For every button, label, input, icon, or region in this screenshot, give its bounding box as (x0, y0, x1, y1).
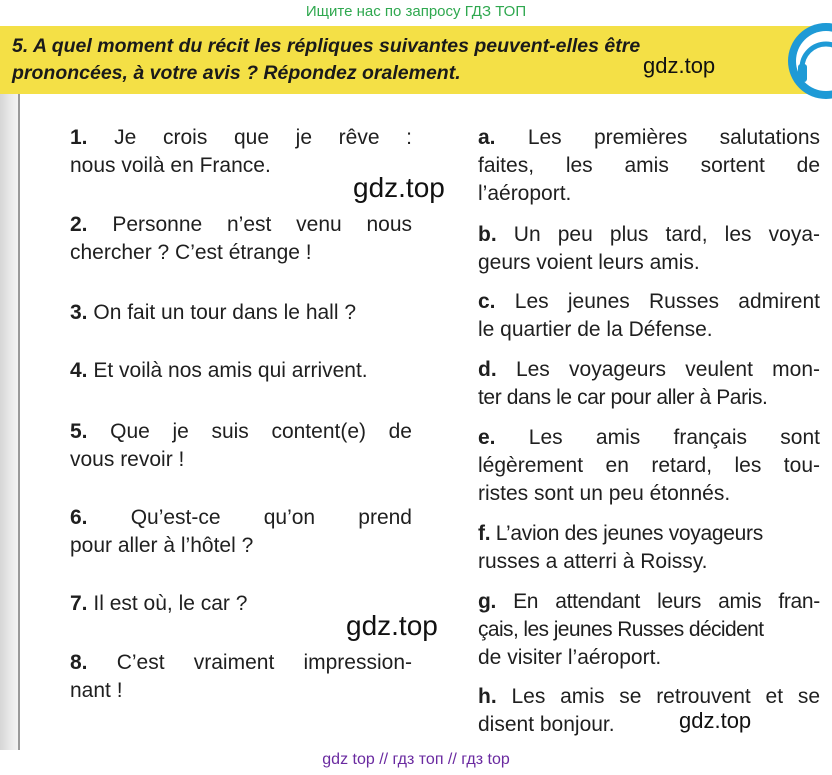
moment-letter: a. (478, 126, 496, 149)
phrase-number: 2. (70, 213, 88, 236)
phrase-number: 1. (70, 126, 88, 149)
phrase-text: Que je suis content(e) de (110, 420, 412, 443)
phrase-text: nous voilà en France. (70, 154, 271, 177)
moment-text: faites, les amis sortent de (478, 154, 820, 177)
moment-text: ter dans le car pour aller à Paris. (478, 386, 768, 409)
moment-letter: f. (478, 522, 491, 545)
moment-letter: h. (478, 685, 497, 708)
title-line-1: 5. A quel moment du récit les répliques suivantes peuvent-elles être (12, 35, 641, 57)
phrase-number: 4. (70, 359, 88, 382)
moment-h (478, 683, 820, 739)
phrase-text: Qu’est-ce qu’on prend (130, 506, 412, 529)
phrase-text: vous revoir ! (70, 448, 185, 471)
phrase-text: nant ! (70, 679, 123, 702)
watermark: gdz.top (679, 708, 752, 733)
moment-text: russes a atterri à Roissy. (478, 550, 708, 573)
moment-text: Un peu plus tard, les voya- (513, 223, 820, 246)
phrase-text: Et voilà nos amis qui arrivent. (93, 359, 368, 382)
moment-text: Les amis français sont (528, 426, 820, 449)
phrase-number: 8. (70, 651, 88, 674)
moment-letter: c. (478, 290, 496, 313)
phrase-number: 5. (70, 420, 88, 443)
moment-text: de visiter l’aéroport. (478, 646, 662, 669)
moment-text: L’avion des jeunes voyageurs (495, 522, 763, 545)
title-line-2: prononcées, à votre avis ? Répondez oralement. (12, 62, 461, 84)
page-margin-strip (0, 94, 20, 750)
moment-letter: e. (478, 426, 496, 449)
moment-text: ristes sont un peu étonnés. (478, 482, 731, 505)
phrase-number: 6. (70, 506, 88, 529)
moment-text: Les jeunes Russes admirent (514, 290, 820, 313)
moment-text: Les amis se retrouvent et se (511, 685, 821, 708)
moment-text: En attendant leurs amis fran- (513, 590, 820, 613)
phrase-text: Je crois que je rêve : (114, 126, 412, 149)
phrase-5 (70, 418, 412, 474)
watermark: gdz.top (346, 610, 438, 641)
phrase-8 (70, 649, 412, 705)
footer-links: gdz top // гдз топ // гдз top (322, 751, 510, 768)
phrase-text: chercher ? C’est étrange ! (70, 241, 312, 264)
phrase-number: 7. (70, 592, 88, 615)
moment-text: l’aéroport. (478, 182, 572, 205)
moment-letter: d. (478, 358, 497, 381)
phrase-3 (70, 299, 412, 327)
phrase-text: Il est où, le car ? (93, 592, 248, 615)
headphones-icon (784, 18, 832, 104)
moment-a (478, 124, 820, 208)
moment-text: çais, les jeunes Russes décident (478, 618, 764, 641)
moment-text: légèrement en retard, les tou- (478, 454, 820, 477)
moment-text: geurs voient leurs amis. (478, 251, 700, 274)
phrase-2 (70, 211, 412, 267)
phrase-6 (70, 504, 412, 560)
moment-text: Les premières salutations (527, 126, 820, 149)
moment-c (478, 288, 820, 344)
phrase-text: Personne n’est venu nous (112, 213, 412, 236)
moment-letter: g. (478, 590, 497, 613)
phrase-text: pour aller à l’hôtel ? (70, 534, 254, 557)
header-watermark: gdz.top (643, 53, 716, 78)
phrase-number: 3. (70, 301, 88, 324)
phrase-4 (70, 357, 412, 385)
moment-b (478, 221, 820, 277)
top-banner: Ищите нас по запросу ГДЗ ТОП (305, 3, 527, 20)
phrase-text: C’est vraiment impression- (116, 651, 412, 674)
moment-letter: b. (478, 223, 497, 246)
moment-text: Les voyageurs veulent mon- (515, 358, 821, 381)
phrase-text: On fait un tour dans le hall ? (93, 301, 357, 324)
moment-text: disent bonjour. (478, 713, 615, 736)
watermark: gdz.top (353, 172, 445, 203)
moment-g (478, 588, 820, 672)
moment-e (478, 424, 820, 508)
moment-text: le quartier de la Défense. (478, 318, 713, 341)
moment-f (478, 520, 820, 576)
moment-d (478, 356, 820, 412)
